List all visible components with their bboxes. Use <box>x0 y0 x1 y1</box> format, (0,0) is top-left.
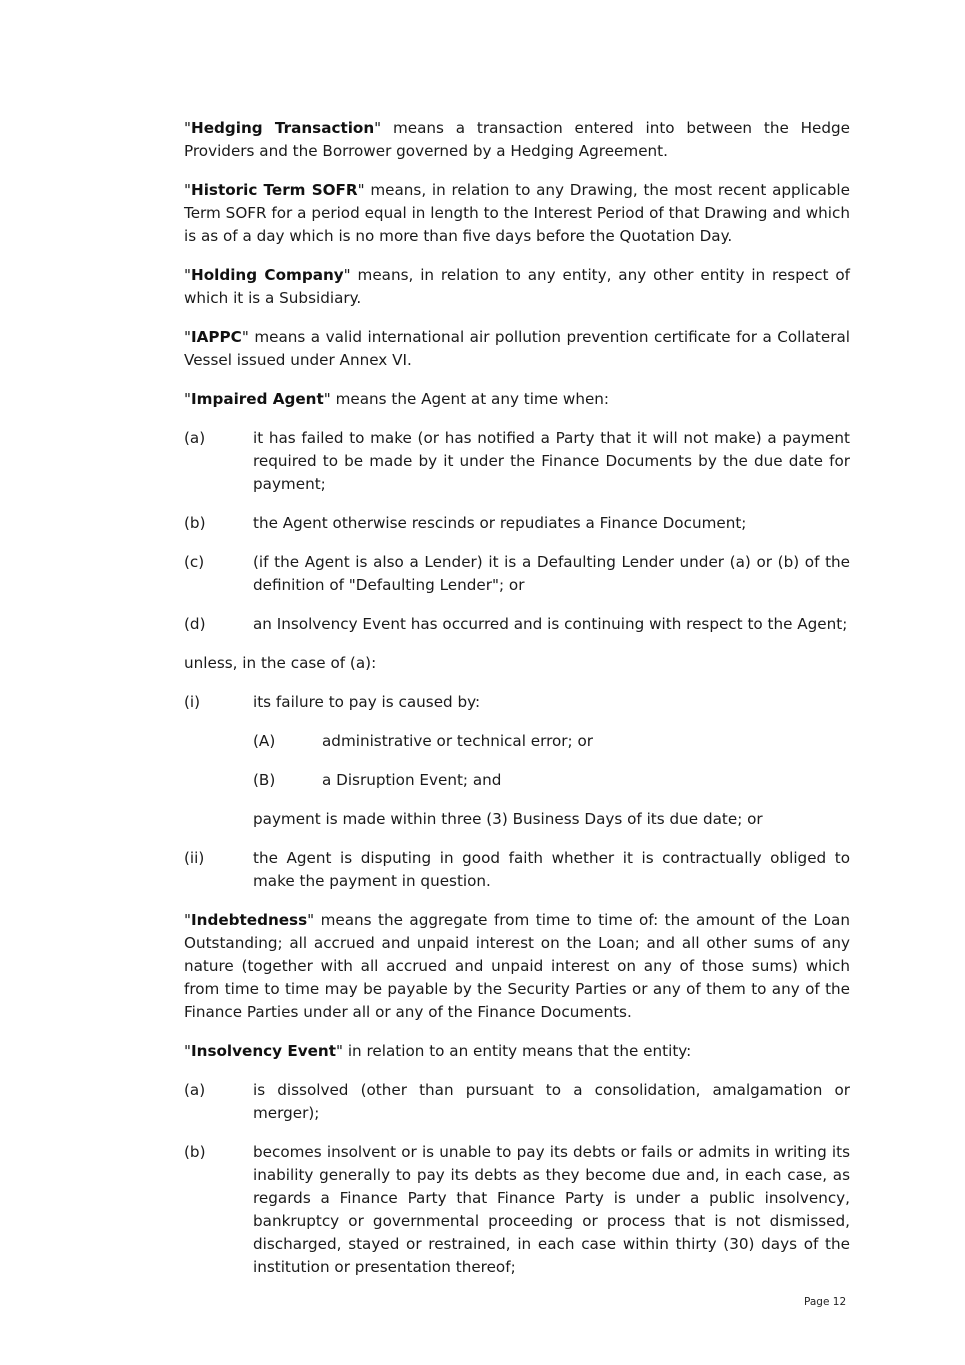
defined-term: Indebtedness <box>191 911 308 929</box>
list-item: (b) becomes insolvent or is unable to pay its debts or fails or admits in writing its inability generally to pay its debts as they become due and, in each case, as regards a Finance Party that Finance Party is under a public insolvency, bankruptcy or governmental proceeding or process that is not dismissed, discharged, stayed or restrained, in each case within thirty (30) days of the institution or presentation thereof; <box>184 1143 850 1276</box>
definition-indebtedness: "Indebtedness" means the aggregate from time to time of: the amount of the Loan Outstanding; all accrued and unpaid interest on the Loan; and all other sums of any nature (together with all accrued and unpaid interest on any of those sums) which from time to time may be payable by the Security Parties or any of them to any of the Finance Parties under all or any of the Finance Documents. <box>184 911 850 1021</box>
defined-term: Hedging Transaction <box>191 119 375 137</box>
defined-term: Holding Company <box>191 266 344 284</box>
list-item: (B) a Disruption Event; and <box>253 771 502 789</box>
definition-historic-term-sofr: "Historic Term SOFR" means, in relation to any Drawing, the most recent applicable Term SOFR for a period equal in length to the Interest Period of that Drawing and which is as of a day which is no more than five days before the Quotation Day. <box>184 181 850 245</box>
page-number: Page 12 <box>804 1296 847 1308</box>
defined-term: Historic Term SOFR <box>191 181 358 199</box>
list-item: (b) the Agent otherwise rescinds or repudiates a Finance Document; <box>184 514 747 532</box>
list-item: (c) (if the Agent is also a Lender) it is a Defaulting Lender under (a) or (b) of the definition of "Defaulting Lender"; or <box>184 553 850 594</box>
payment-clause: payment is made within three (3) Business Days of its due date; or <box>253 810 763 828</box>
definition-impaired-agent: "Impaired Agent" means the Agent at any time when: <box>184 390 610 408</box>
list-item: (a) it has failed to make (or has notified a Party that it will not make) a payment required to be made by it under the Finance Documents by the due date for payment; <box>184 429 850 493</box>
defined-term: IAPPC <box>191 328 242 346</box>
definition-insolvency-event: "Insolvency Event" in relation to an entity means that the entity: <box>184 1042 692 1060</box>
definition-holding-company: "Holding Company" means, in relation to any entity, any other entity in respect of which it is a Subsidiary. <box>184 266 850 307</box>
list-item: (d) an Insolvency Event has occurred and is continuing with respect to the Agent; <box>184 615 848 633</box>
document-body <box>184 117 850 1295</box>
definition-iappc: "IAPPC" means a valid international air pollution prevention certificate for a Collateral Vessel issued under Annex VI. <box>184 328 850 369</box>
list-item: (a) is dissolved (other than pursuant to a consolidation, amalgamation or merger); <box>184 1081 850 1122</box>
list-item: (i) its failure to pay is caused by: <box>184 693 481 711</box>
defined-term: Insolvency Event <box>191 1042 336 1060</box>
list-item: (A) administrative or technical error; or <box>253 732 593 750</box>
definition-hedging-transaction: "Hedging Transaction" means a transaction entered into between the Hedge Providers and the Borrower governed by a Hedging Agreement. <box>184 119 850 160</box>
defined-term: Impaired Agent <box>191 390 324 408</box>
unless-clause: unless, in the case of (a): <box>184 654 377 672</box>
list-item: (ii) the Agent is disputing in good faith whether it is contractually obliged to make the payment in question. <box>184 849 850 890</box>
